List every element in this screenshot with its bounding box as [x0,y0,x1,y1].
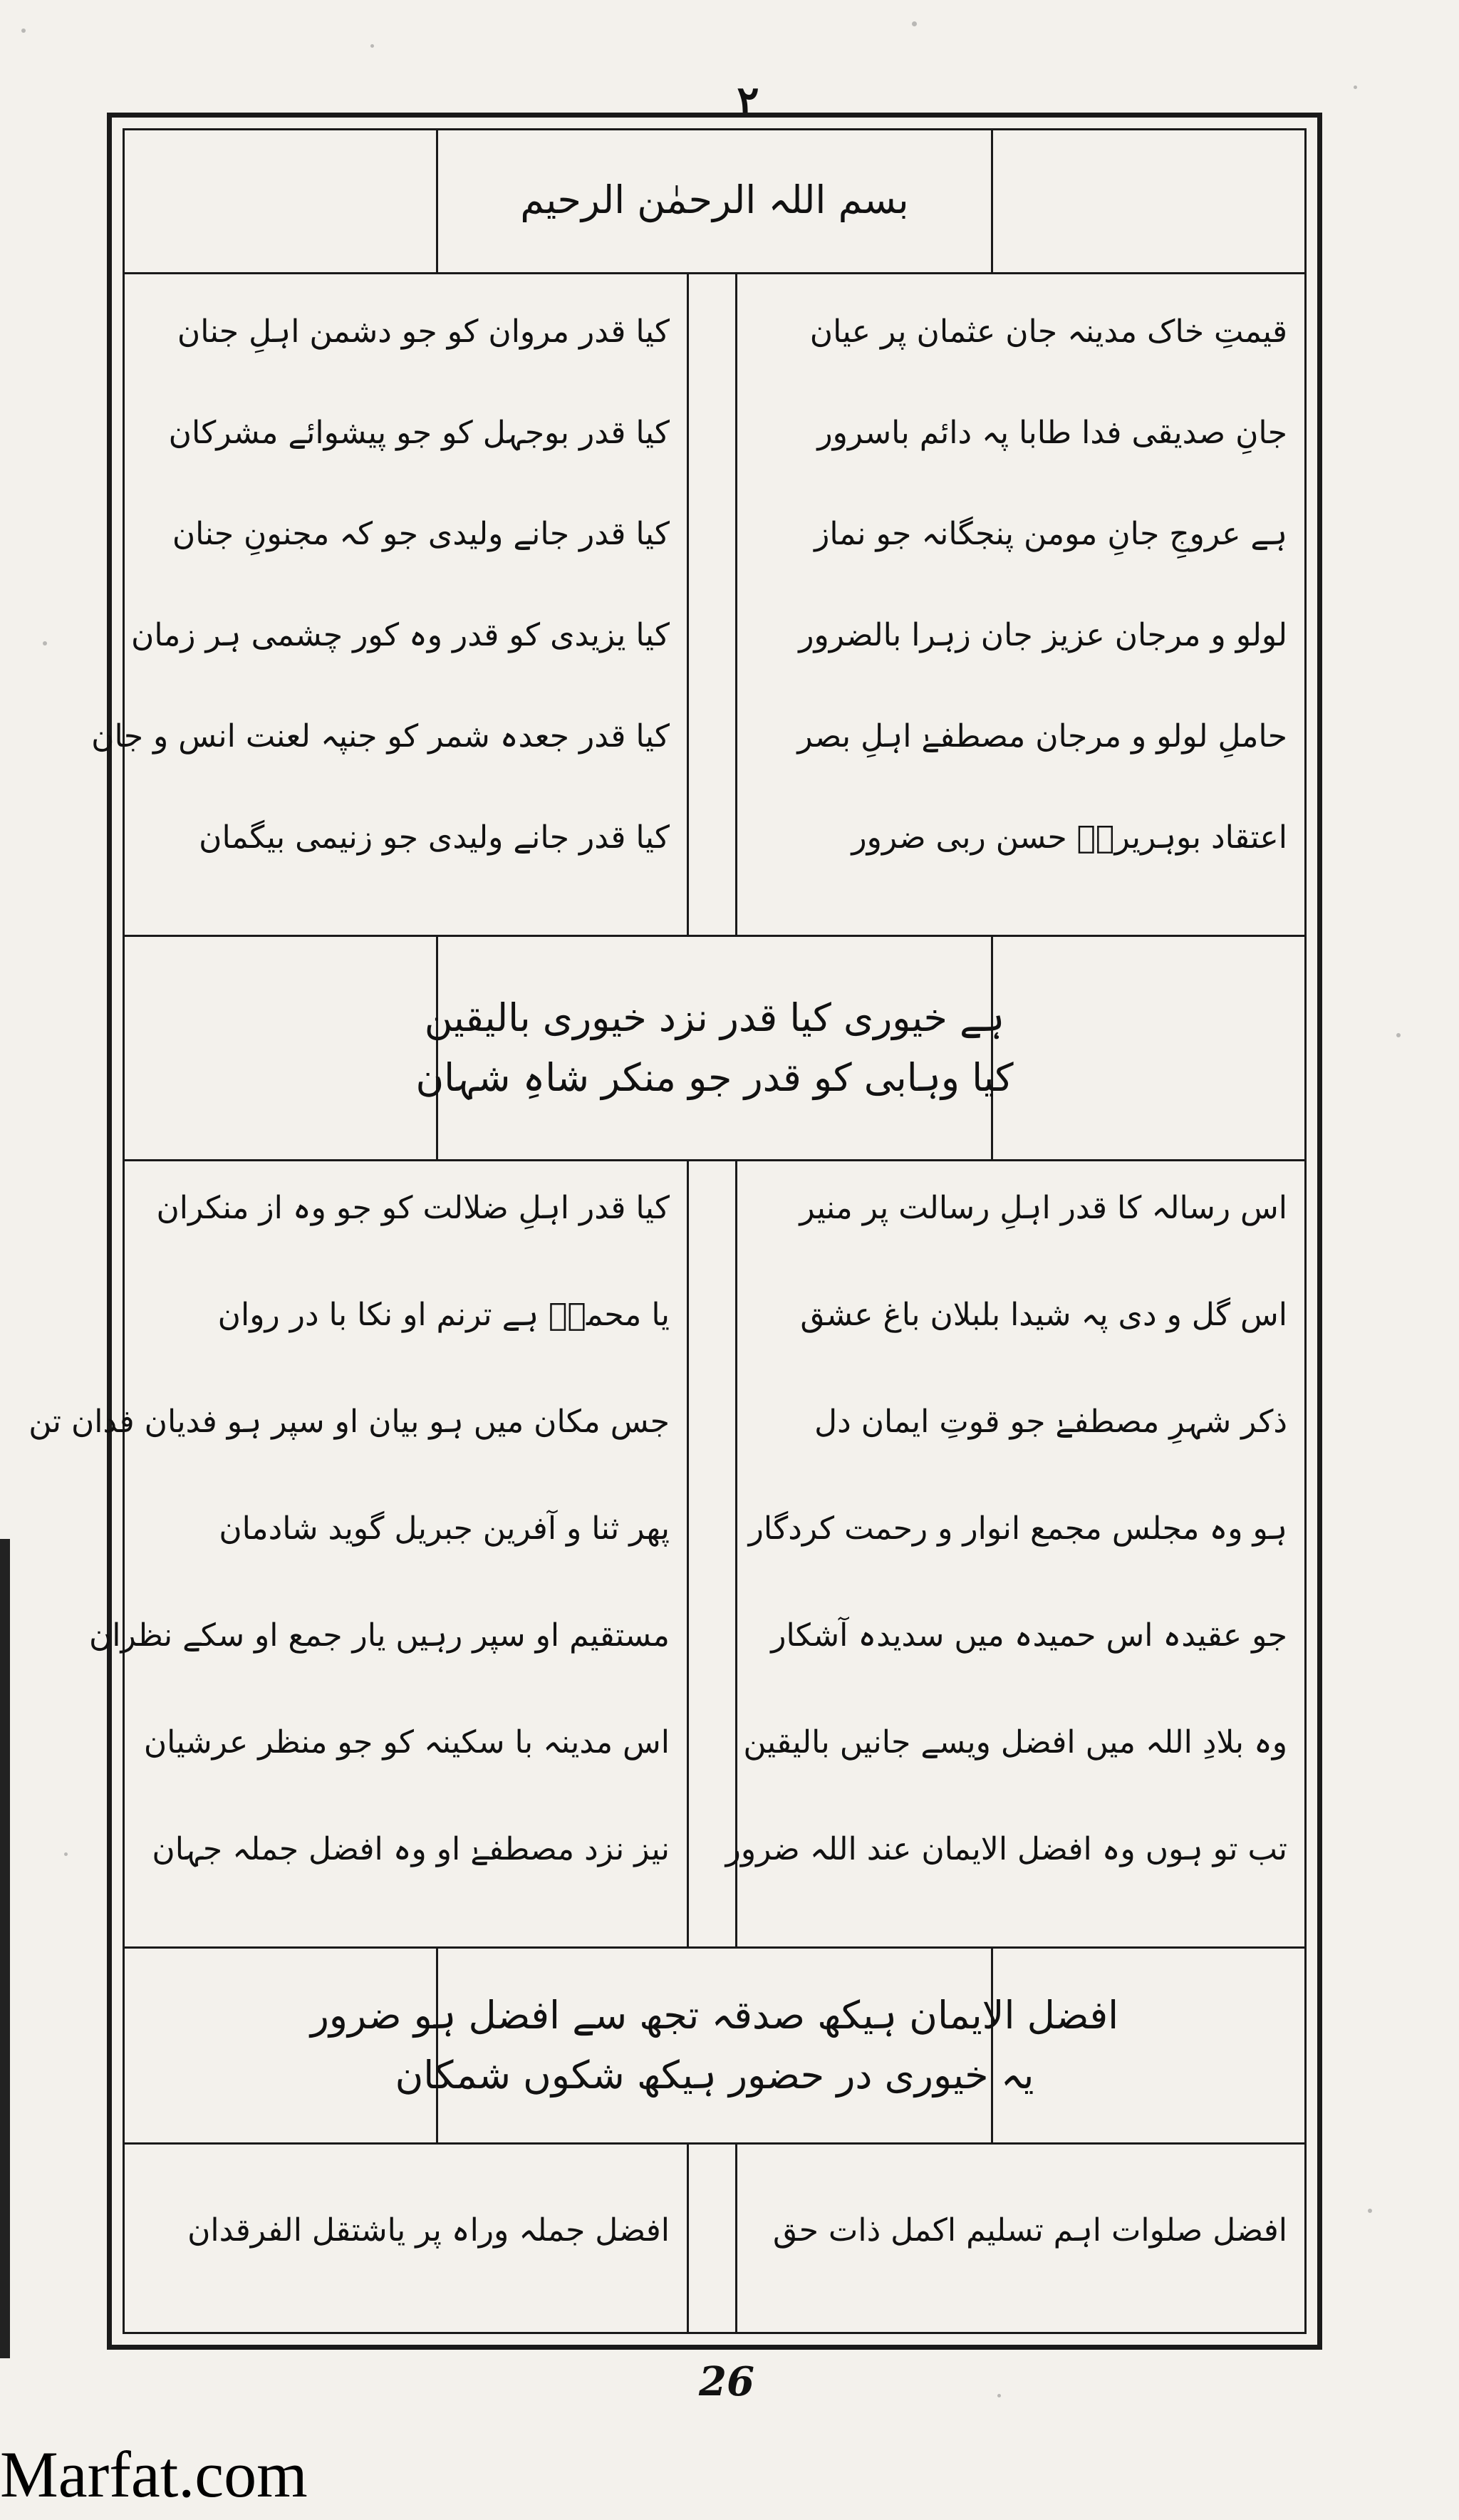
page-number-top: ۲ [737,77,759,125]
verse-line: ہو وہ مجلس مجمع انوار و رحمت کردگار [748,1510,1287,1547]
verse-line: پھر ثنا و آفرین جبریل گوید شادمان [219,1510,670,1547]
verse-line: افضل صلوات اہم تسلیم اکمل ذات حق [773,2212,1287,2249]
verse-line: نیز نزد مصطفےٰ او وہ افضل جملہ جہان [152,1831,670,1867]
bismillah-text: بسم اللہ الرحمٰن الرحیم [520,177,909,223]
couplet-line: افضل الایمان ہیکھ صدقہ تجھ سے افضل ہو ضرور [310,1993,1119,2038]
watermark: Marfat.com [0,2438,308,2511]
verse-block-1 [91,274,1307,937]
couplet-line: ہے خیوری کیا قدر نزد خیوری بالیقین [424,995,1005,1041]
verse-line: یا محمدؐ ہے ترنم او نکا با در روان [217,1297,670,1333]
verse-line: تب تو ہوں وہ افضل الایمان عند اللہ ضرور [725,1831,1287,1867]
verse-line: لولو و مرجان عزیز جان زہرا بالضرور [799,617,1287,653]
final-right-cell [735,2145,1304,2332]
verse-line: کیا قدر بوجہل کو جو پیشوائے مشرکان [168,415,670,451]
verse-line: کیا قدر جانے ولیدی جو کہ مجنونِ جنان [172,516,670,552]
verse-line: اس گل و دی پہ شیدا بلبلان باغ عشق [800,1297,1287,1333]
verse-line: جس مکان میں ہو بیان او سپر ہو فدیان فدان تن [28,1404,670,1440]
couplet-box-2 [310,1949,1119,2142]
bismillah-row [123,128,1307,274]
verse-line: کیا قدر مروان کو جو دشمن اہلِ جنان [177,313,670,350]
block1-left-column [91,274,689,935]
couplet-row-2 [123,1949,1307,2145]
verse-line: ذکر شہرِ مصطفےٰ جو قوتِ ایمان دل [814,1404,1287,1440]
verse-line: کیا یزیدی کو قدر وہ کور چشمی ہر زمان [131,617,670,653]
verse-block-2 [28,1161,1307,1949]
final-row [123,2145,1307,2334]
verse-line: قیمتِ خاک مدینہ جان عثمان پر عیان [809,313,1287,350]
couplet-line: یہ خیوری در حضور ہیکھ شکوں شمکان [395,2053,1034,2098]
verse-line: وہ بلادِ اللہ میں افضل ویسے جانیں بالیقین [743,1724,1287,1761]
verse-line: جو عقیدہ اس حمیدہ میں سدیدہ آشکار [771,1617,1287,1654]
verse-line: کیا قدر جانے ولیدی جو زنیمی بیگمان [199,819,670,856]
couplet-line: کیا وہابی کو قدر جو منکر شاہِ شہان [415,1055,1014,1100]
page-number-bottom: 26 [699,2358,754,2405]
verse-line: جانِ صدیقی فدا طابا پہ دائم باسرور [817,415,1287,451]
block2-right-column [725,1161,1304,1946]
verse-line: کیا قدر جعدہ شمر کو جنپہ لعنت انس و جان [91,718,670,755]
verse-line: افضل جملہ وراہ پر یاشتقل الفرقدان [187,2212,670,2249]
block1-right-column [735,274,1304,935]
verse-line: مستقیم او سپر رہیں یار جمع او سکے نظران [88,1617,670,1654]
block2-left-column [28,1161,689,1946]
binding-shadow [0,1539,10,2358]
couplet-box-1 [415,937,1014,1159]
verse-line: حاملِ لولو و مرجان مصطفےٰ اہلِ بصر [797,718,1287,755]
verse-line: اس رسالہ کا قدر اہلِ رسالت پر منیر [799,1190,1287,1226]
verse-line: اعتقاد بوہریرہؓ حسن ربی ضرور [851,819,1287,856]
verse-line: کیا قدر اہلِ ضلالت کو جو وہ از منکران [156,1190,670,1226]
verse-line: ہے عروجِ جانِ مومن پنجگانہ جو نماز [814,516,1287,552]
bismillah-box [436,128,993,272]
final-left-cell [123,2145,689,2332]
verse-line: اس مدینہ با سکینہ کو جو منظر عرشیان [143,1724,670,1761]
couplet-row-1 [123,937,1307,1161]
